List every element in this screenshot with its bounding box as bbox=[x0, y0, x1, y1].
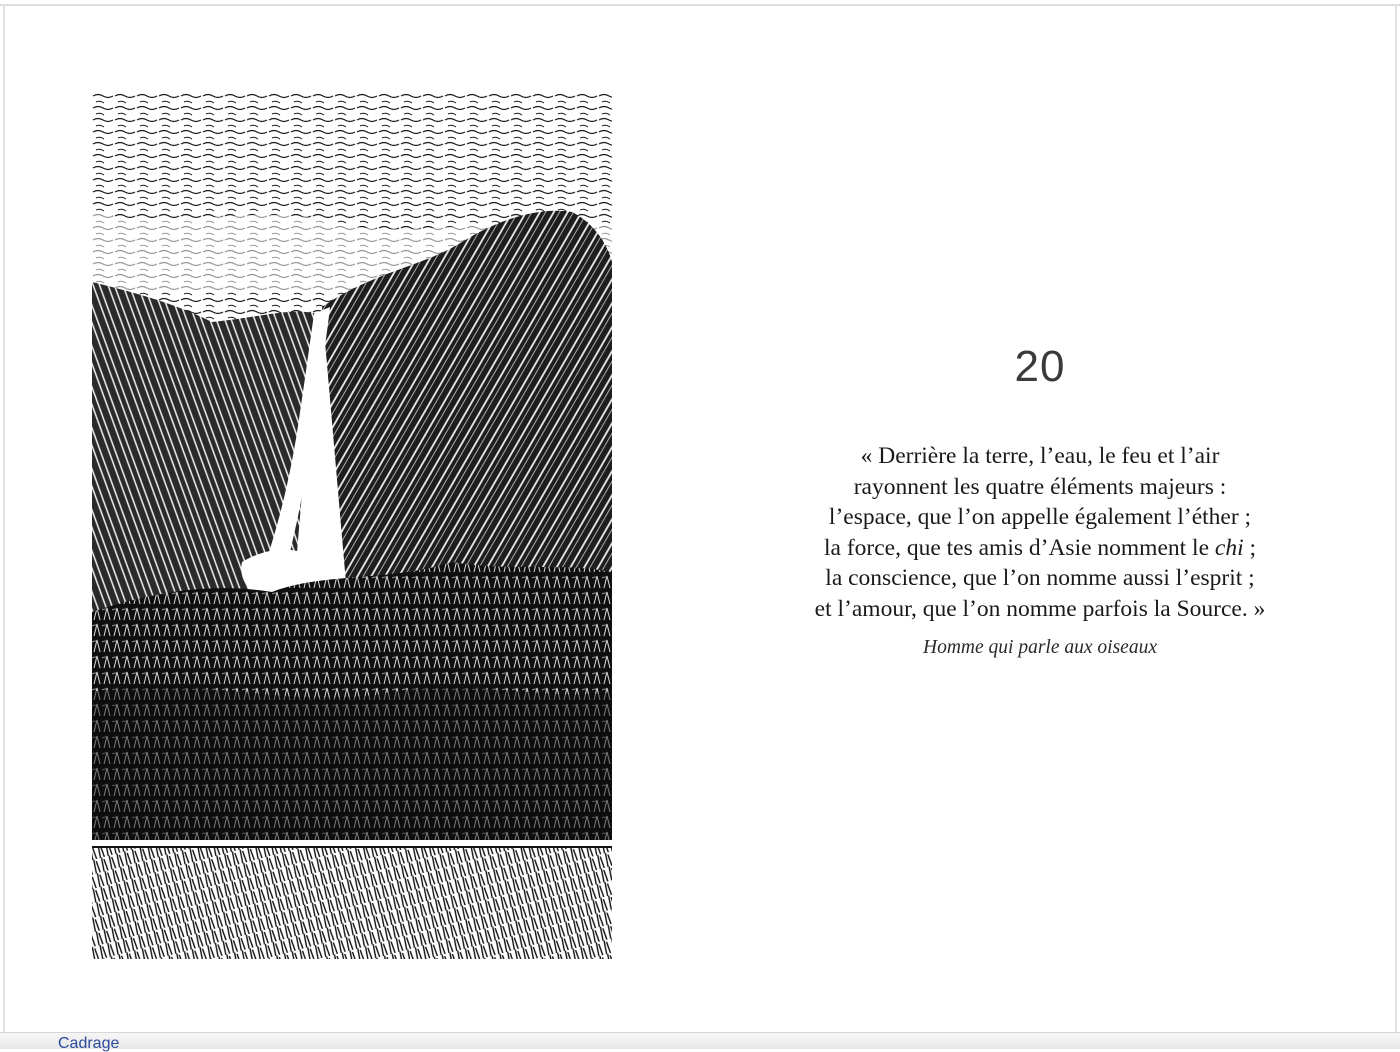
waterfall-illustration bbox=[92, 92, 612, 959]
quote-line: et l’amour, que l’on nomme parfois la Source. » bbox=[814, 595, 1266, 622]
cut-off-link[interactable]: Cadrage bbox=[58, 1035, 120, 1052]
quote-line-end: ; bbox=[1243, 534, 1257, 561]
bottom-toolbar-strip bbox=[0, 1032, 1400, 1052]
quote-attribution: Homme qui parle aux oiseaux bbox=[923, 637, 1157, 658]
quote-line-text: la force, que tes amis d’Asie nomment le bbox=[823, 534, 1215, 561]
quote-block bbox=[780, 441, 1300, 624]
page-frame-right bbox=[1395, 4, 1397, 1044]
quote-line: « Derrière la terre, l’eau, le feu et l’air bbox=[860, 443, 1220, 469]
quote-line: la conscience, que l’on nomme aussi l’esprit ; bbox=[825, 565, 1255, 591]
quote-line: l’espace, que l’on appelle également l’éther ; bbox=[828, 504, 1252, 530]
quote-line: rayonnent les quatre éléments majeurs : bbox=[853, 473, 1227, 500]
text-page bbox=[780, 335, 1300, 660]
quote-italic-word: chi bbox=[1214, 534, 1244, 561]
page-frame-left bbox=[3, 4, 5, 1044]
chapter-number: 20 bbox=[1014, 342, 1066, 391]
page-frame-top bbox=[0, 4, 1400, 6]
quote-line bbox=[780, 533, 1300, 564]
